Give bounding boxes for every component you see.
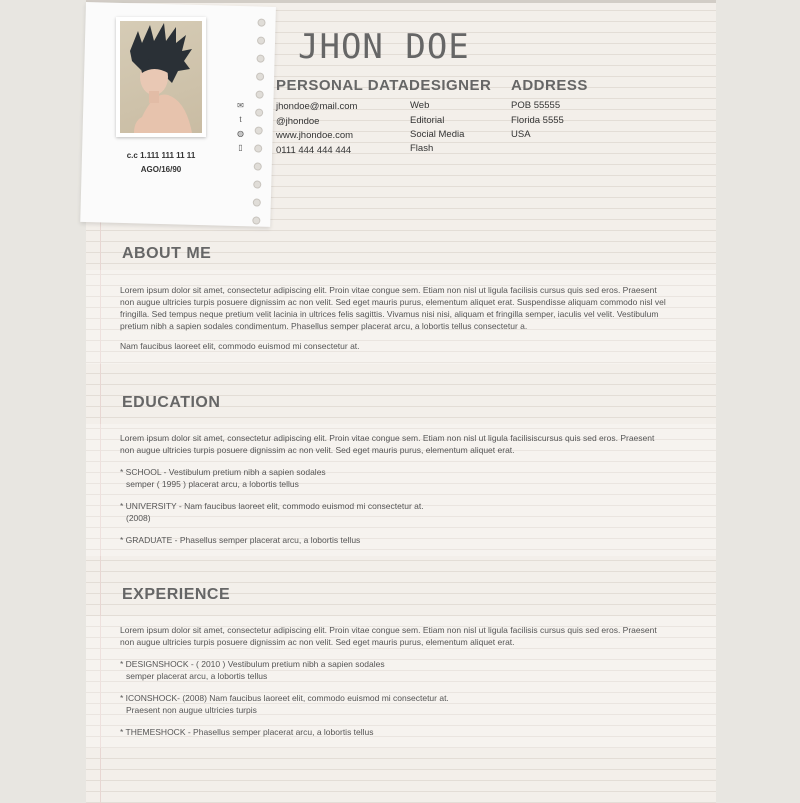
address-line: POB 55555 [511, 100, 561, 111]
education-item-university-detail: (2008) [126, 513, 151, 523]
contact-icons [236, 101, 246, 157]
designer-item: Web [410, 100, 430, 111]
full-name: JHON DOE [298, 27, 470, 67]
twitter-handle[interactable]: @jhondoe [276, 116, 320, 127]
top-edge [86, 0, 716, 3]
id-number: c.c 1.111 111 11 11 [126, 151, 196, 160]
website-link[interactable]: www.jhondoe.com [276, 130, 354, 141]
about-paragraph: Lorem ipsum dolor sit amet, consectetur adipiscing elit. Proin vitae congue sem. Etiam non nisl ut ligula facilisis cursus quis sed eros. Praesent non augue ultricies turpis posuere dignissim ac non velit. Sed eget mauris purus, elementum aliquet erat. Suspendisse aliquam commodo nisl vel fringilla. Sed tempus neque pretium velit lacinia in ultrices felis sagittis. Vivamus nisi nisi, aliquam et fringilla semper, iaculis vel velit. Vestibulum pretium nibh a sapien sodales condimentum. Phasellus semper placerat arcu, a lobortis tellus consectetur a. [120, 285, 666, 331]
about-paragraph-2: Nam faucibus laoreet elit, commodo euismod mi consectetur at. [120, 341, 360, 351]
designer-title: DESIGNER [409, 77, 492, 94]
education-intro: Lorem ipsum dolor sit amet, consectetur adipiscing elit. Proin vitae congue sem. Etiam non nisl ut ligula facilisiscursus quis sed eros. Praesent non augue ultricies turpis posuere dignissim ac non velit. Sed eget mauris purus, elementum aliquet erat. [120, 433, 655, 455]
mail-icon: ✉ [237, 101, 244, 110]
personal-data-title: PERSONAL DATA [276, 77, 410, 94]
experience-item-designshock-detail: semper placerat arcu, a lobortis tellus [126, 671, 268, 681]
profile-photo [120, 21, 202, 133]
birth-date: AGO/16/90 [140, 165, 182, 174]
education-item-school: * SCHOOL - Vestibulum pretium nibh a sapien sodales [120, 467, 326, 477]
address-title: ADDRESS [511, 77, 588, 94]
phone-icon: ▯ [238, 143, 243, 152]
web-icon: ◍ [237, 129, 244, 138]
experience-item-themeshock: * THEMESHOCK - Phasellus semper placerat arcu, a lobortis tellus [120, 727, 374, 737]
designer-item: Editorial [410, 115, 445, 126]
phone-number: 0111 444 444 444 [276, 145, 352, 156]
experience-item-iconshock-detail: Praesent non augue ultricies turpis [126, 705, 257, 715]
designer-item: Flash [410, 143, 434, 154]
education-item-school-detail: semper ( 1995 ) placerat arcu, a lobortis tellus [126, 479, 299, 489]
about-title: ABOUT ME [122, 245, 212, 262]
education-item-university: * UNIVERSITY - Nam faucibus laoreet elit, commodo euismod mi consectetur at. [120, 501, 424, 511]
portrait-illustration [120, 21, 202, 133]
experience-title: EXPERIENCE [122, 586, 231, 603]
email-link[interactable]: jhondoe@mail.com [276, 101, 358, 112]
education-title: EDUCATION [122, 394, 221, 411]
photo-frame [116, 17, 206, 137]
experience-item-iconshock: * ICONSHOCK- (2008) Nam faucibus laoreet elit, commodo euismod mi consectetur at. [120, 693, 449, 703]
twitter-icon: t [239, 115, 242, 124]
notebook-holes [252, 18, 267, 214]
designer-item: Social Media [410, 129, 465, 140]
education-item-graduate: * GRADUATE - Phasellus semper placerat arcu, a lobortis tellus [120, 535, 361, 545]
address-line: USA [511, 129, 531, 140]
address-line: Florida 5555 [511, 115, 564, 126]
experience-item-designshock: * DESIGNSHOCK - ( 2010 ) Vestibulum pretium nibh a sapien sodales [120, 659, 385, 669]
experience-intro: Lorem ipsum dolor sit amet, consectetur adipiscing elit. Proin vitae congue sem. Etiam non nisl ut ligula facilisis cursus quis sed eros. Praesent non augue ultricies turpis posuere dignissim ac non velit. Sed eget mauris purus, elementum aliquet erat. [120, 625, 657, 647]
